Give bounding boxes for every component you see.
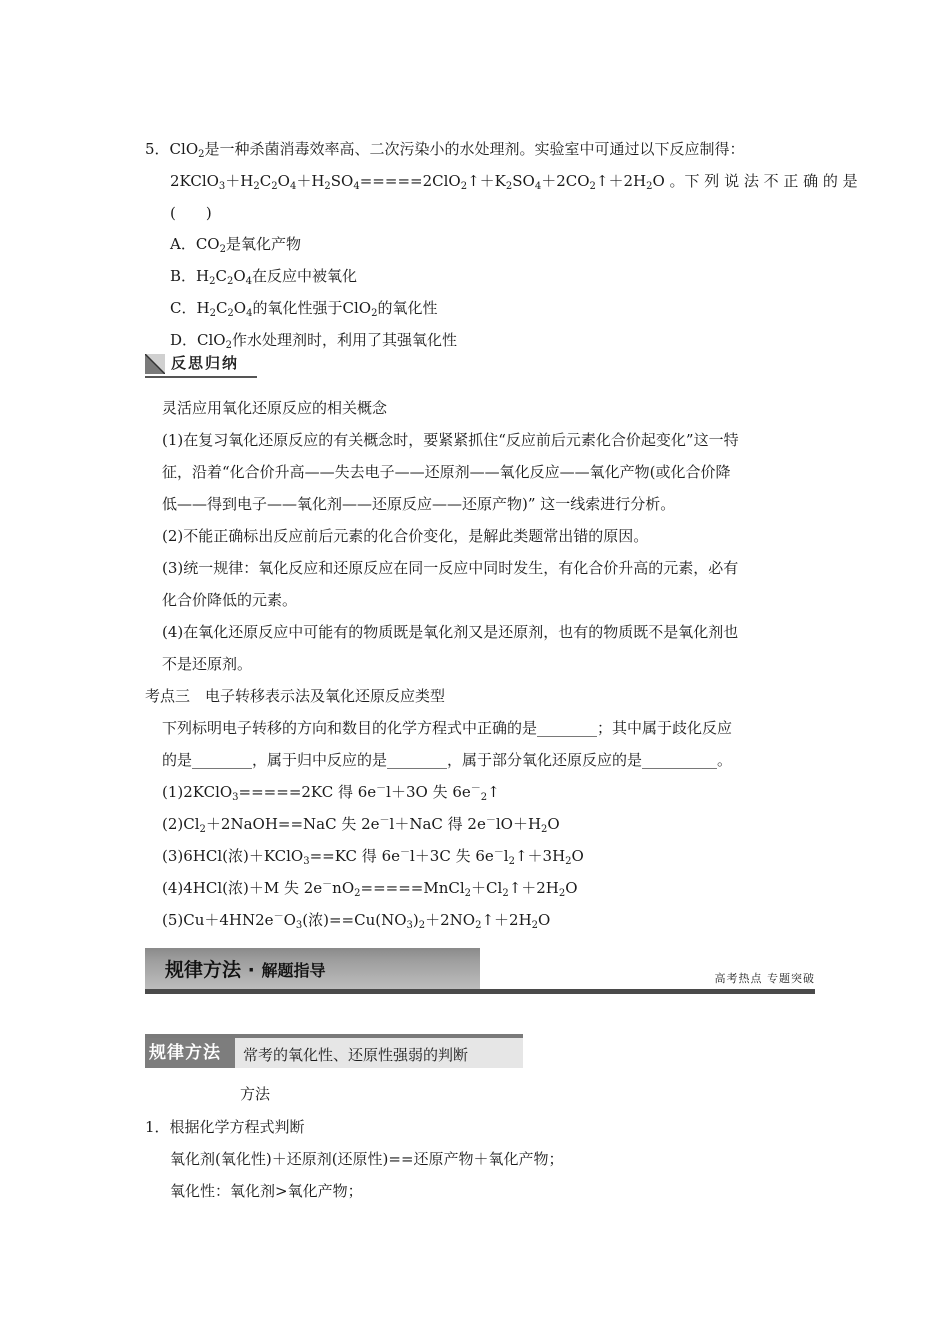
- equation-4: (4)4HCl(浓)＋M 失 $2e^-nO_2=====MnCl_2+Cl_2↑+2H_2O$: [162, 879, 578, 899]
- equation-1: (1)2KClO$_3$=====2KC 得 6e－l＋3O 失 $6e^-_2↑$: [162, 783, 500, 803]
- question-5-stem: 5．ClO$_2$是一种杀菌消毒效率高、二次污染小的水处理剂。实验室中可通过以下反应制得：: [145, 140, 745, 160]
- equation-2: $(2)Cl_2+2NaOH==NaC$ 失 2e－l＋NaC 得 $2e^-lO+H_2O$: [162, 815, 560, 835]
- reflection-p4-l2: 不是还原剂。: [162, 655, 253, 673]
- option-c: C．$H_2C_2O_4$的氧化性强于ClO$_2$的氧化性: [170, 299, 438, 319]
- reflection-p1-l2: 征，沿着“化合价升高——失去电子——还原剂——氧化反应——氧化产物(或化合价降: [162, 463, 731, 481]
- reflection-header: [145, 352, 257, 378]
- reflection-p1-l1: (1)在复习氧化还原反应的有关概念时，要紧紧抓住“反应前后元素化合价起变化”这一特: [162, 431, 739, 449]
- question-5-equation: $2KClO_3+H_2C_2O_4+H_2SO_4=====2ClO_2↑+K_2SO_4+2CO_2↑+2H_2O$ 。下 列 说 法 不 正 确 的 是: [170, 172, 858, 192]
- equation-3: (3)6HCl(浓)＋KClO$_3$==KC 得 6e－l＋3C 失 $6e^-l_2↑+3H_2O$: [162, 847, 584, 867]
- banner-right-text: 高考热点 专题突破: [714, 972, 815, 985]
- method-tag: [145, 1034, 523, 1068]
- banner-title: 规律方法 · 解题指导: [165, 959, 326, 981]
- reflection-p3-l2: 化合价降低的元素。: [162, 591, 298, 609]
- answer-parentheses: ( ): [170, 204, 212, 222]
- reflection-title: 灵活应用氧化还原反应的相关概念: [162, 399, 388, 417]
- section-banner: [145, 948, 815, 994]
- method-s1: 1．根据化学方程式判断: [145, 1118, 305, 1136]
- method-title-cont: 方法: [240, 1085, 271, 1103]
- method-tag-title-box: [235, 1038, 523, 1068]
- reflection-label: 反思归纳: [171, 354, 240, 372]
- section-heading-kd3: 考点三 电子转移表示法及氧化还原反应类型: [145, 687, 446, 705]
- equation-5: $(5)Cu+4HN2e^-O_3$(浓)$==Cu(NO_3)_2+2NO_2↑+2H_2O$: [162, 911, 551, 931]
- kd3-question-l1: 下列标明电子转移的方向和数目的化学方程式中正确的是________；其中属于歧化反应: [162, 719, 733, 737]
- option-d: D．ClO$_2$作水处理剂时，利用了其强氧化性: [170, 331, 457, 351]
- reflection-p4-l1: (4)在氧化还原反应中可能有的物质既是氧化剂又是还原剂，也有的物质既不是氧化剂也: [162, 623, 739, 641]
- method-tag-label: 规律方法: [149, 1043, 221, 1063]
- option-a: A．$CO_2$是氧化产物: [170, 235, 301, 255]
- reflection-p3-l1: (3)统一规律：氧化反应和还原反应在同一反应中同时发生，有化合价升高的元素，必有: [162, 559, 739, 577]
- option-b: B．$H_2C_2O_4$在反应中被氧化: [170, 267, 358, 287]
- banner-rule: [145, 989, 815, 994]
- reflection-p2: (2)不能正确标出反应前后元素的化合价变化，是解此类题常出错的原因。: [162, 527, 649, 545]
- method-s1-l2: 氧化性：氧化剂>氧化产物；: [170, 1182, 363, 1200]
- banner-block: [145, 948, 480, 989]
- diagonal-corner-icon: [145, 354, 165, 374]
- kd3-question-l2: 的是________，属于归中反应的是________，属于部分氧化还原反应的是__________。: [162, 751, 733, 769]
- method-title: 常考的氧化性、还原性强弱的判断: [243, 1046, 469, 1064]
- method-tag-label-box: [145, 1038, 235, 1068]
- method-s1-l1: 氧化剂(氧化性)＋还原剂(还原性)==还原产物＋氧化产物；: [170, 1150, 564, 1168]
- reflection-p1-l3: 低——得到电子——氧化剂——还原反应——还原产物)” 这一线索进行分析。: [162, 495, 676, 513]
